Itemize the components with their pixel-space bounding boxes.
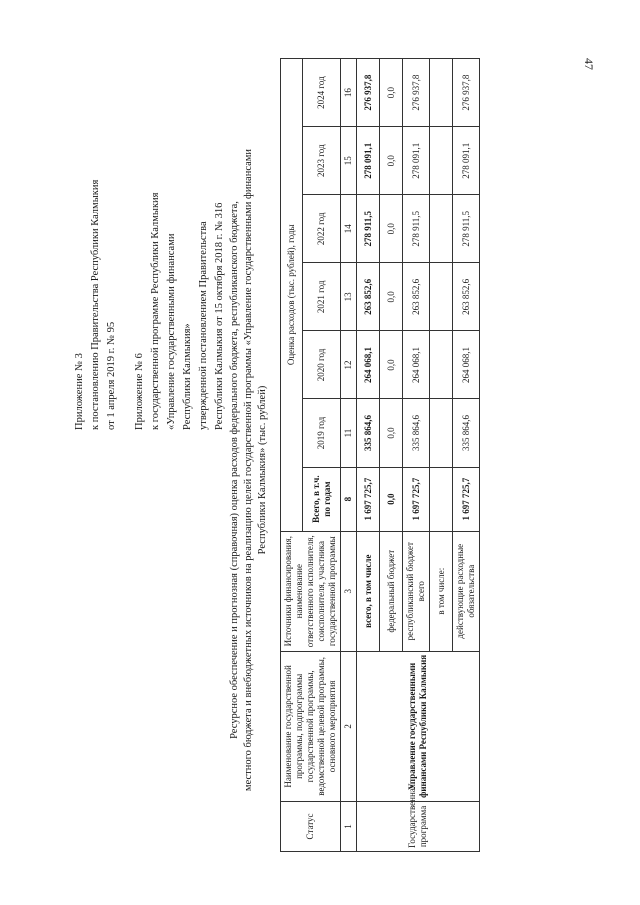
value-cell: 276 937,8: [357, 59, 380, 127]
value-cell: [430, 399, 453, 467]
appendix3-line3: от 1 апреля 2019 г. № 95: [106, 321, 117, 430]
col-number: 11: [341, 399, 357, 467]
value-cell: 263 852,6: [403, 263, 430, 331]
appendix6-line4: Республики Калмыкия»: [182, 323, 193, 430]
resource-table: [280, 58, 480, 852]
value-cell: 276 937,8: [453, 59, 480, 127]
rotated-page-content: [22, 50, 622, 870]
value-cell: [430, 263, 453, 331]
value-cell: 335 864,6: [357, 399, 380, 467]
program-name-cell: Управление государственными финансами Республики Калмыкия: [357, 651, 480, 801]
value-cell: [430, 331, 453, 399]
appendix6-line5: утвержденной постановлением Правительства: [198, 221, 209, 430]
header-status: Статус: [281, 801, 341, 851]
value-cell: 0,0: [380, 59, 403, 127]
value-cell: 278 091,1: [453, 127, 480, 195]
value-cell: 335 864,6: [403, 399, 430, 467]
col-number: 13: [341, 263, 357, 331]
appendix6-line2: к государственной программе Республики Калмыкия: [150, 192, 161, 430]
page-number: 47: [582, 58, 596, 70]
header-name: Наименование государственной программы, подпрограммы государственной программы, ведомственной целевой программы, основного мероприятия: [281, 651, 341, 801]
source-cell: федеральный бюджет: [380, 531, 403, 651]
value-cell: 276 937,8: [403, 59, 430, 127]
value-cell: 0,0: [380, 331, 403, 399]
col-number: 8: [341, 467, 357, 531]
value-cell: [430, 59, 453, 127]
source-cell: действующие расходные обязательства: [453, 531, 480, 651]
source-cell: всего, в том числе: [357, 531, 380, 651]
appendix6-line1: Приложение № 6: [134, 353, 145, 430]
value-cell: 264 068,1: [403, 331, 430, 399]
col-number: 15: [341, 127, 357, 195]
header-estimate: Оценка расходов (тыс. рублей), годы: [281, 59, 303, 532]
col-number: 16: [341, 59, 357, 127]
header-year: 2022 год: [303, 195, 341, 263]
col-number: 2: [341, 651, 357, 801]
header-source: Источники финансирования, наименование ответственного исполнителя, соисполнителя, участника государственной программы: [281, 531, 341, 651]
source-cell: республиканский бюджет всего: [403, 531, 430, 651]
value-cell: 0,0: [380, 399, 403, 467]
value-cell: 278 091,1: [403, 127, 430, 195]
header-year: 2021 год: [303, 263, 341, 331]
value-cell: 1 697 725,7: [453, 467, 480, 531]
header-total: Всего, в т.ч. по годам: [303, 467, 341, 531]
value-cell: [430, 467, 453, 531]
value-cell: [430, 127, 453, 195]
value-cell: 264 068,1: [357, 331, 380, 399]
value-cell: 0,0: [380, 195, 403, 263]
col-number: 12: [341, 331, 357, 399]
appendix-block: [72, 50, 228, 430]
value-cell: 1 697 725,7: [357, 467, 380, 531]
appendix3-line2: к постановлению Правительства Республики Калмыкия: [90, 179, 101, 430]
value-cell: 0,0: [380, 467, 403, 531]
caption-line3: Республики Калмыкия» (тыс. рублей): [257, 385, 268, 555]
value-cell: 0,0: [380, 127, 403, 195]
value-cell: 335 864,6: [453, 399, 480, 467]
caption-line2: местного бюджета и внебюджетных источников на реализацию целей государственной программы «Управление государственными финансами: [243, 148, 254, 792]
source-cell: в том числе:: [430, 531, 453, 651]
status-cell: Государственная программа: [357, 801, 480, 851]
header-year: 2020 год: [303, 331, 341, 399]
appendix6-line3: «Управление государственными финансами: [166, 233, 177, 430]
col-number: 3: [341, 531, 357, 651]
appendix3-line1: Приложение № 3: [74, 353, 85, 430]
value-cell: 263 852,6: [453, 263, 480, 331]
header-year: 2023 год: [303, 127, 341, 195]
caption-line1: Ресурсное обеспечение и прогнозная (справочная) оценка расходов федерального бюджета, республиканского бюджета,: [229, 201, 240, 739]
col-number: 14: [341, 195, 357, 263]
value-cell: 263 852,6: [357, 263, 380, 331]
col-number: 1: [341, 801, 357, 851]
table-caption: [228, 90, 270, 850]
value-cell: 278 911,5: [453, 195, 480, 263]
value-cell: 1 697 725,7: [403, 467, 430, 531]
header-year: 2024 год: [303, 59, 341, 127]
value-cell: 278 911,5: [357, 195, 380, 263]
appendix6-line6: Республики Калмыкия от 15 октября 2018 г. № 316: [214, 202, 225, 430]
header-year: 2019 год: [303, 399, 341, 467]
value-cell: 0,0: [380, 263, 403, 331]
value-cell: [430, 195, 453, 263]
value-cell: 278 091,1: [357, 127, 380, 195]
value-cell: 264 068,1: [453, 331, 480, 399]
value-cell: 278 911,5: [403, 195, 430, 263]
